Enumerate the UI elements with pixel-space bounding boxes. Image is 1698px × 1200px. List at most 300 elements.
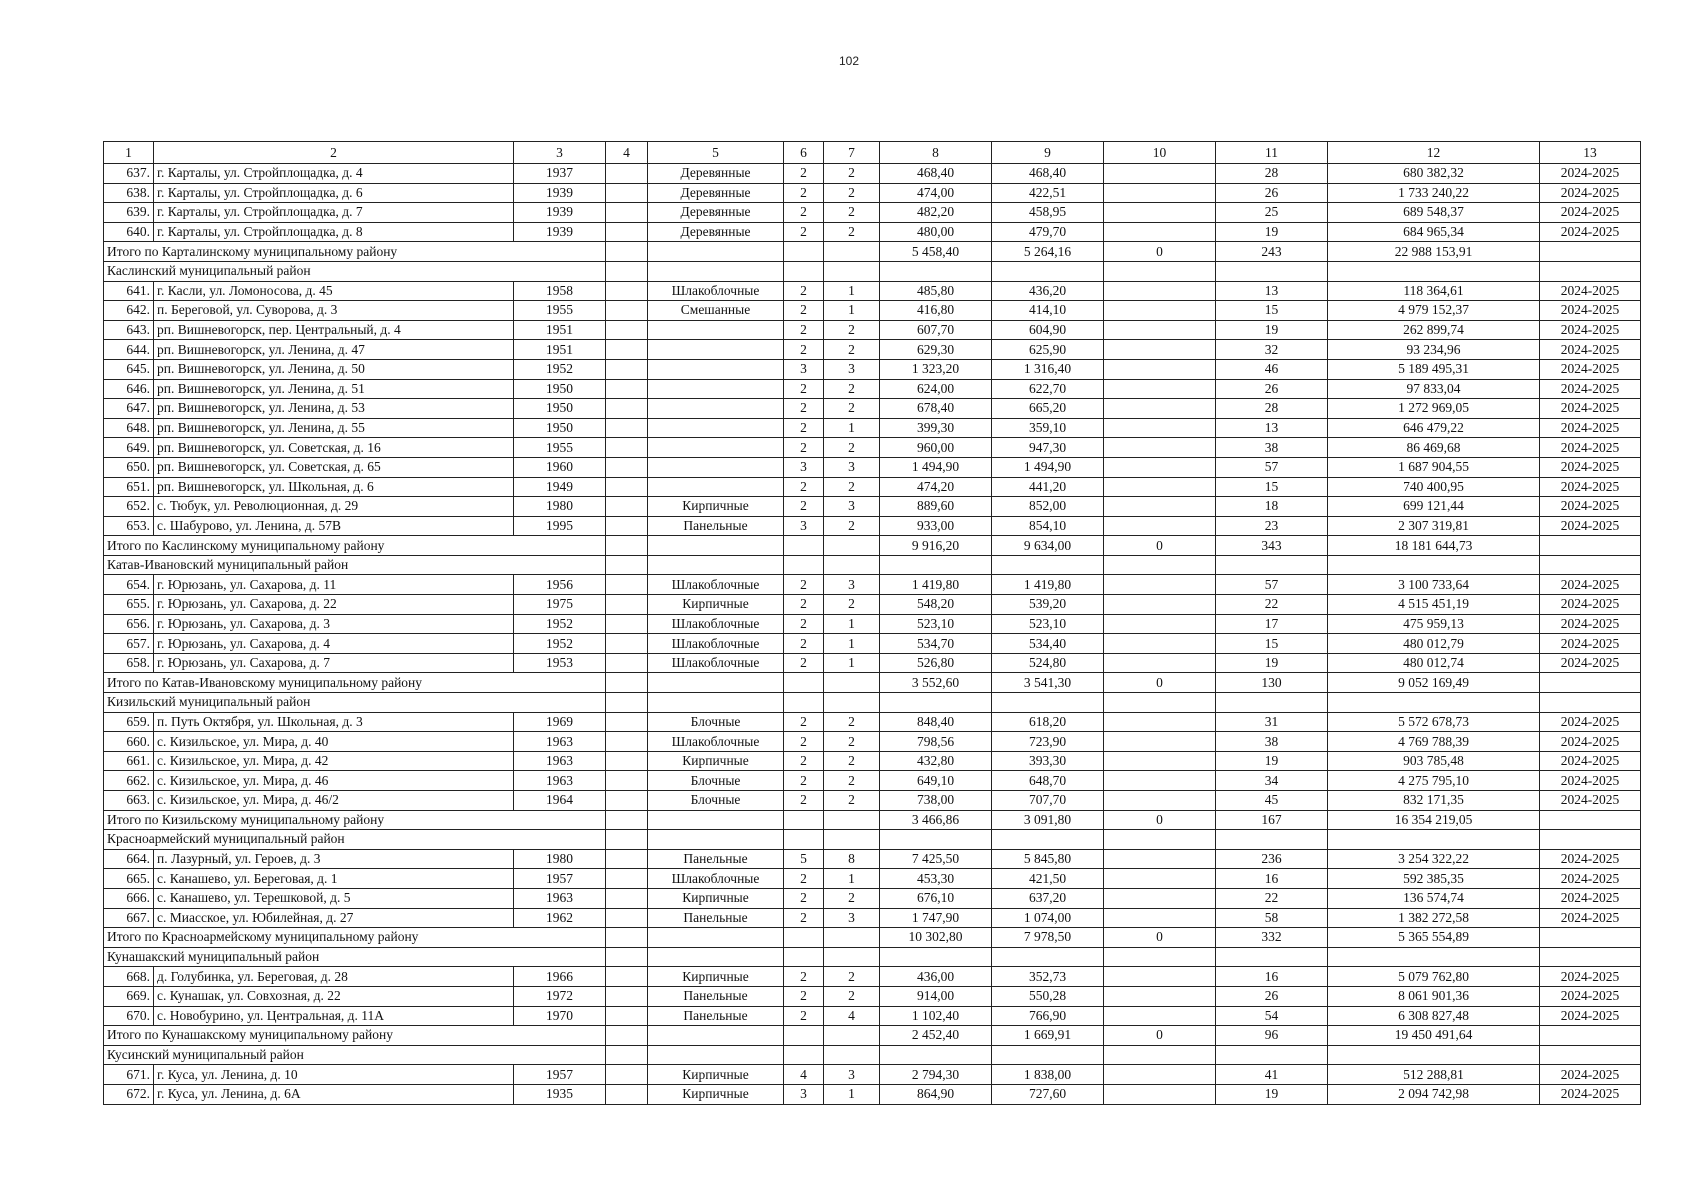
empty-cell xyxy=(606,379,648,399)
total-area-cell: 676,10 xyxy=(880,888,992,908)
column-header: 11 xyxy=(1216,142,1328,164)
empty-cell xyxy=(1104,967,1216,987)
empty-cell xyxy=(784,242,824,262)
floors-cell: 2 xyxy=(784,595,824,615)
column-header: 4 xyxy=(606,142,648,164)
entrances-cell: 2 xyxy=(824,183,880,203)
living-area-cell: 359,10 xyxy=(992,418,1104,438)
empty-cell xyxy=(648,673,784,693)
residents-cell: 167 xyxy=(1216,810,1328,830)
entrances-cell: 2 xyxy=(824,732,880,752)
row-number: 664. xyxy=(104,849,154,869)
column-number-header-row xyxy=(104,142,1641,164)
living-area-cell: 947,30 xyxy=(992,438,1104,458)
column-header: 8 xyxy=(880,142,992,164)
row-number: 660. xyxy=(104,732,154,752)
floors-cell: 2 xyxy=(784,1006,824,1026)
table-row xyxy=(104,301,1641,321)
empty-cell xyxy=(784,261,824,281)
address-cell: рп. Вишневогорск, ул. Ленина, д. 53 xyxy=(154,399,514,419)
cost-cell: 3 254 322,22 xyxy=(1328,849,1540,869)
living-area-cell: 5 264,16 xyxy=(992,242,1104,262)
table-row xyxy=(104,203,1641,223)
row-number: 668. xyxy=(104,967,154,987)
total-area-cell: 1 323,20 xyxy=(880,359,992,379)
column-header: 6 xyxy=(784,142,824,164)
table-row xyxy=(104,869,1641,889)
total-area-cell: 10 302,80 xyxy=(880,928,992,948)
floors-cell: 2 xyxy=(784,203,824,223)
empty-cell xyxy=(1104,1006,1216,1026)
district-section-title: Кизильский муниципальный район xyxy=(104,693,606,713)
table-row xyxy=(104,516,1641,536)
floors-cell: 3 xyxy=(784,359,824,379)
residents-cell: 57 xyxy=(1216,457,1328,477)
entrances-cell: 2 xyxy=(824,967,880,987)
cost-cell: 86 469,68 xyxy=(1328,438,1540,458)
residents-cell: 236 xyxy=(1216,849,1328,869)
district-total-label: Итого по Карталинскому муниципальному району xyxy=(104,242,606,262)
period-cell: 2024-2025 xyxy=(1540,791,1641,811)
empty-cell xyxy=(992,1045,1104,1065)
district-section-title: Катав-Ивановский муниципальный район xyxy=(104,555,606,575)
table-row xyxy=(104,751,1641,771)
empty-cell xyxy=(1540,928,1641,948)
empty-cell xyxy=(1104,438,1216,458)
address-cell: с. Кизильское, ул. Мира, д. 40 xyxy=(154,732,514,752)
living-area-cell: 1 316,40 xyxy=(992,359,1104,379)
living-area-cell: 707,70 xyxy=(992,791,1104,811)
total-area-cell: 629,30 xyxy=(880,340,992,360)
address-cell: г. Юрюзань, ул. Сахарова, д. 3 xyxy=(154,614,514,634)
table-row xyxy=(104,614,1641,634)
empty-cell xyxy=(824,555,880,575)
year-cell: 1958 xyxy=(514,281,606,301)
wall-material-cell: Шлакоблочные xyxy=(648,869,784,889)
address-cell: п. Путь Октября, ул. Школьная, д. 3 xyxy=(154,712,514,732)
row-number: 646. xyxy=(104,379,154,399)
entrances-cell: 2 xyxy=(824,888,880,908)
empty-cell xyxy=(1104,516,1216,536)
floors-cell: 2 xyxy=(784,320,824,340)
year-cell: 1951 xyxy=(514,340,606,360)
address-cell: г. Юрюзань, ул. Сахарова, д. 4 xyxy=(154,634,514,654)
period-cell: 2024-2025 xyxy=(1540,457,1641,477)
floors-cell: 2 xyxy=(784,575,824,595)
cost-cell: 9 052 169,49 xyxy=(1328,673,1540,693)
period-cell: 2024-2025 xyxy=(1540,595,1641,615)
page-number: 102 xyxy=(838,54,860,68)
empty-cell xyxy=(784,928,824,948)
empty-cell xyxy=(1104,634,1216,654)
empty-cell xyxy=(606,418,648,438)
empty-cell xyxy=(1104,261,1216,281)
floors-cell: 2 xyxy=(784,653,824,673)
entrances-cell: 1 xyxy=(824,281,880,301)
district-section-row xyxy=(104,261,1641,281)
floors-cell: 4 xyxy=(784,1065,824,1085)
empty-cell xyxy=(880,693,992,713)
floors-cell: 3 xyxy=(784,516,824,536)
row-number: 671. xyxy=(104,1065,154,1085)
cost-cell: 480 012,74 xyxy=(1328,653,1540,673)
empty-cell xyxy=(992,555,1104,575)
empty-cell xyxy=(606,986,648,1006)
entrances-cell: 4 xyxy=(824,1006,880,1026)
empty-cell xyxy=(784,1045,824,1065)
empty-cell xyxy=(1104,830,1216,850)
empty-cell xyxy=(1104,614,1216,634)
empty-cell xyxy=(606,261,648,281)
entrances-cell: 2 xyxy=(824,771,880,791)
floors-cell: 2 xyxy=(784,183,824,203)
empty-cell xyxy=(606,1006,648,1026)
address-cell: г. Карталы, ул. Стройплощадка, д. 7 xyxy=(154,203,514,223)
table-row xyxy=(104,497,1641,517)
table-row xyxy=(104,732,1641,752)
total-area-cell: 526,80 xyxy=(880,653,992,673)
wall-material-cell: Деревянные xyxy=(648,222,784,242)
floors-cell: 2 xyxy=(784,634,824,654)
empty-cell xyxy=(1104,301,1216,321)
table-row xyxy=(104,164,1641,184)
empty-cell xyxy=(606,595,648,615)
table-row xyxy=(104,653,1641,673)
year-cell: 1952 xyxy=(514,359,606,379)
total-area-cell: 933,00 xyxy=(880,516,992,536)
cost-cell: 2 307 319,81 xyxy=(1328,516,1540,536)
empty-cell xyxy=(992,261,1104,281)
wall-material-cell: Блочные xyxy=(648,712,784,732)
wall-material-cell xyxy=(648,320,784,340)
row-number: 659. xyxy=(104,712,154,732)
empty-cell xyxy=(824,928,880,948)
row-number: 655. xyxy=(104,595,154,615)
empty-cell xyxy=(1104,1084,1216,1104)
entrances-cell: 1 xyxy=(824,614,880,634)
residents-cell: 23 xyxy=(1216,516,1328,536)
period-cell: 2024-2025 xyxy=(1540,575,1641,595)
living-area-cell: 618,20 xyxy=(992,712,1104,732)
district-total-label: Итого по Катав-Ивановскому муниципальному району xyxy=(104,673,606,693)
empty-cell xyxy=(606,771,648,791)
period-cell: 2024-2025 xyxy=(1540,751,1641,771)
wall-material-cell: Шлакоблочные xyxy=(648,614,784,634)
period-cell: 2024-2025 xyxy=(1540,320,1641,340)
entrances-cell: 3 xyxy=(824,497,880,517)
year-cell: 1951 xyxy=(514,320,606,340)
living-area-cell: 5 845,80 xyxy=(992,849,1104,869)
empty-cell xyxy=(1540,1045,1641,1065)
table-row xyxy=(104,634,1641,654)
empty-cell xyxy=(1104,1065,1216,1085)
entrances-cell: 2 xyxy=(824,320,880,340)
residents-cell: 54 xyxy=(1216,1006,1328,1026)
empty-cell xyxy=(1216,555,1328,575)
year-cell: 1975 xyxy=(514,595,606,615)
year-cell: 1935 xyxy=(514,1084,606,1104)
residents-cell: 19 xyxy=(1216,751,1328,771)
empty-cell xyxy=(1104,320,1216,340)
cost-cell: 19 450 491,64 xyxy=(1328,1026,1540,1046)
empty-cell xyxy=(606,732,648,752)
col10-cell: 0 xyxy=(1104,673,1216,693)
period-cell: 2024-2025 xyxy=(1540,203,1641,223)
residents-cell: 15 xyxy=(1216,634,1328,654)
empty-cell xyxy=(648,261,784,281)
total-area-cell: 399,30 xyxy=(880,418,992,438)
year-cell: 1956 xyxy=(514,575,606,595)
empty-cell xyxy=(606,320,648,340)
empty-cell xyxy=(1216,261,1328,281)
period-cell: 2024-2025 xyxy=(1540,301,1641,321)
floors-cell: 2 xyxy=(784,477,824,497)
empty-cell xyxy=(606,438,648,458)
wall-material-cell: Панельные xyxy=(648,908,784,928)
total-area-cell: 7 425,50 xyxy=(880,849,992,869)
empty-cell xyxy=(824,693,880,713)
period-cell: 2024-2025 xyxy=(1540,281,1641,301)
year-cell: 1964 xyxy=(514,791,606,811)
total-area-cell: 416,80 xyxy=(880,301,992,321)
empty-cell xyxy=(606,242,648,262)
row-number: 651. xyxy=(104,477,154,497)
residents-cell: 130 xyxy=(1216,673,1328,693)
empty-cell xyxy=(1104,183,1216,203)
housing-register-table xyxy=(103,141,1641,1105)
row-number: 648. xyxy=(104,418,154,438)
residents-cell: 343 xyxy=(1216,536,1328,556)
entrances-cell: 2 xyxy=(824,222,880,242)
empty-cell xyxy=(992,947,1104,967)
residents-cell: 243 xyxy=(1216,242,1328,262)
register-body xyxy=(104,164,1641,1105)
empty-cell xyxy=(1104,653,1216,673)
empty-cell xyxy=(1104,379,1216,399)
floors-cell: 2 xyxy=(784,712,824,732)
cost-cell: 684 965,34 xyxy=(1328,222,1540,242)
empty-cell xyxy=(824,242,880,262)
year-cell: 1939 xyxy=(514,183,606,203)
wall-material-cell xyxy=(648,399,784,419)
floors-cell: 5 xyxy=(784,849,824,869)
period-cell: 2024-2025 xyxy=(1540,986,1641,1006)
col10-cell: 0 xyxy=(1104,928,1216,948)
empty-cell xyxy=(606,634,648,654)
residents-cell: 28 xyxy=(1216,399,1328,419)
year-cell: 1960 xyxy=(514,457,606,477)
total-area-cell: 960,00 xyxy=(880,438,992,458)
district-section-title: Каслинский муниципальный район xyxy=(104,261,606,281)
row-number: 662. xyxy=(104,771,154,791)
empty-cell xyxy=(606,281,648,301)
wall-material-cell: Кирпичные xyxy=(648,751,784,771)
table-row xyxy=(104,183,1641,203)
empty-cell xyxy=(1104,497,1216,517)
empty-cell xyxy=(824,1026,880,1046)
empty-cell xyxy=(1104,281,1216,301)
table-row xyxy=(104,908,1641,928)
year-cell: 1952 xyxy=(514,634,606,654)
living-area-cell: 1 669,91 xyxy=(992,1026,1104,1046)
year-cell: 1963 xyxy=(514,732,606,752)
column-header: 10 xyxy=(1104,142,1216,164)
empty-cell xyxy=(606,555,648,575)
empty-cell xyxy=(1104,340,1216,360)
empty-cell xyxy=(784,555,824,575)
empty-cell xyxy=(1540,673,1641,693)
empty-cell xyxy=(1540,1026,1641,1046)
wall-material-cell: Шлакоблочные xyxy=(648,653,784,673)
floors-cell: 2 xyxy=(784,791,824,811)
wall-material-cell: Шлакоблочные xyxy=(648,281,784,301)
total-area-cell: 848,40 xyxy=(880,712,992,732)
empty-cell xyxy=(784,830,824,850)
total-area-cell: 607,70 xyxy=(880,320,992,340)
district-total-row xyxy=(104,536,1641,556)
living-area-cell: 441,20 xyxy=(992,477,1104,497)
table-row xyxy=(104,791,1641,811)
cost-cell: 903 785,48 xyxy=(1328,751,1540,771)
period-cell: 2024-2025 xyxy=(1540,908,1641,928)
wall-material-cell: Кирпичные xyxy=(648,1084,784,1104)
row-number: 643. xyxy=(104,320,154,340)
address-cell: с. Канашево, ул. Терешковой, д. 5 xyxy=(154,888,514,908)
residents-cell: 19 xyxy=(1216,320,1328,340)
empty-cell xyxy=(1104,477,1216,497)
floors-cell: 2 xyxy=(784,301,824,321)
cost-cell: 5 079 762,80 xyxy=(1328,967,1540,987)
empty-cell xyxy=(880,947,992,967)
empty-cell xyxy=(606,164,648,184)
wall-material-cell: Шлакоблочные xyxy=(648,634,784,654)
address-cell: г. Юрюзань, ул. Сахарова, д. 11 xyxy=(154,575,514,595)
empty-cell xyxy=(606,359,648,379)
wall-material-cell: Блочные xyxy=(648,791,784,811)
table-row xyxy=(104,771,1641,791)
cost-cell: 480 012,79 xyxy=(1328,634,1540,654)
empty-cell xyxy=(824,947,880,967)
cost-cell: 262 899,74 xyxy=(1328,320,1540,340)
district-total-label: Итого по Красноармейскому муниципальному району xyxy=(104,928,606,948)
empty-cell xyxy=(1104,555,1216,575)
total-area-cell: 649,10 xyxy=(880,771,992,791)
empty-cell xyxy=(992,830,1104,850)
residents-cell: 15 xyxy=(1216,301,1328,321)
period-cell: 2024-2025 xyxy=(1540,183,1641,203)
wall-material-cell: Кирпичные xyxy=(648,967,784,987)
empty-cell xyxy=(606,673,648,693)
living-area-cell: 648,70 xyxy=(992,771,1104,791)
column-header: 3 xyxy=(514,142,606,164)
residents-cell: 15 xyxy=(1216,477,1328,497)
empty-cell xyxy=(1216,1045,1328,1065)
floors-cell: 2 xyxy=(784,399,824,419)
column-header: 1 xyxy=(104,142,154,164)
col10-cell: 0 xyxy=(1104,536,1216,556)
row-number: 656. xyxy=(104,614,154,634)
wall-material-cell: Панельные xyxy=(648,849,784,869)
address-cell: с. Кизильское, ул. Мира, д. 42 xyxy=(154,751,514,771)
living-area-cell: 727,60 xyxy=(992,1084,1104,1104)
address-cell: с. Миасское, ул. Юбилейная, д. 27 xyxy=(154,908,514,928)
total-area-cell: 1 419,80 xyxy=(880,575,992,595)
entrances-cell: 2 xyxy=(824,791,880,811)
cost-cell: 699 121,44 xyxy=(1328,497,1540,517)
period-cell: 2024-2025 xyxy=(1540,849,1641,869)
period-cell: 2024-2025 xyxy=(1540,399,1641,419)
total-area-cell: 432,80 xyxy=(880,751,992,771)
entrances-cell: 2 xyxy=(824,379,880,399)
cost-cell: 1 687 904,55 xyxy=(1328,457,1540,477)
entrances-cell: 2 xyxy=(824,477,880,497)
empty-cell xyxy=(606,203,648,223)
entrances-cell: 2 xyxy=(824,751,880,771)
residents-cell: 58 xyxy=(1216,908,1328,928)
entrances-cell: 2 xyxy=(824,438,880,458)
empty-cell xyxy=(1104,575,1216,595)
empty-cell xyxy=(1328,830,1540,850)
wall-material-cell: Кирпичные xyxy=(648,497,784,517)
empty-cell xyxy=(1104,791,1216,811)
empty-cell xyxy=(606,477,648,497)
empty-cell xyxy=(648,830,784,850)
empty-cell xyxy=(606,1065,648,1085)
entrances-cell: 2 xyxy=(824,203,880,223)
address-cell: с. Новобурино, ул. Центральная, д. 11А xyxy=(154,1006,514,1026)
year-cell: 1969 xyxy=(514,712,606,732)
empty-cell xyxy=(606,869,648,889)
table-row xyxy=(104,849,1641,869)
entrances-cell: 3 xyxy=(824,575,880,595)
wall-material-cell: Панельные xyxy=(648,986,784,1006)
row-number: 666. xyxy=(104,888,154,908)
row-number: 647. xyxy=(104,399,154,419)
row-number: 652. xyxy=(104,497,154,517)
empty-cell xyxy=(606,183,648,203)
period-cell: 2024-2025 xyxy=(1540,516,1641,536)
row-number: 665. xyxy=(104,869,154,889)
entrances-cell: 1 xyxy=(824,1084,880,1104)
district-section-row xyxy=(104,830,1641,850)
row-number: 639. xyxy=(104,203,154,223)
living-area-cell: 3 091,80 xyxy=(992,810,1104,830)
district-total-label: Итого по Каслинскому муниципальному району xyxy=(104,536,606,556)
living-area-cell: 854,10 xyxy=(992,516,1104,536)
entrances-cell: 2 xyxy=(824,164,880,184)
empty-cell xyxy=(1540,693,1641,713)
living-area-cell: 723,90 xyxy=(992,732,1104,752)
table-row xyxy=(104,967,1641,987)
floors-cell: 2 xyxy=(784,967,824,987)
empty-cell xyxy=(1540,536,1641,556)
empty-cell xyxy=(1104,222,1216,242)
cost-cell: 832 171,35 xyxy=(1328,791,1540,811)
empty-cell xyxy=(1540,810,1641,830)
total-area-cell: 548,20 xyxy=(880,595,992,615)
total-area-cell: 1 747,90 xyxy=(880,908,992,928)
empty-cell xyxy=(1104,849,1216,869)
address-cell: г. Касли, ул. Ломоносова, д. 45 xyxy=(154,281,514,301)
empty-cell xyxy=(1104,908,1216,928)
living-area-cell: 604,90 xyxy=(992,320,1104,340)
wall-material-cell xyxy=(648,359,784,379)
wall-material-cell xyxy=(648,340,784,360)
residents-cell: 38 xyxy=(1216,732,1328,752)
living-area-cell: 7 978,50 xyxy=(992,928,1104,948)
residents-cell: 16 xyxy=(1216,967,1328,987)
cost-cell: 3 100 733,64 xyxy=(1328,575,1540,595)
